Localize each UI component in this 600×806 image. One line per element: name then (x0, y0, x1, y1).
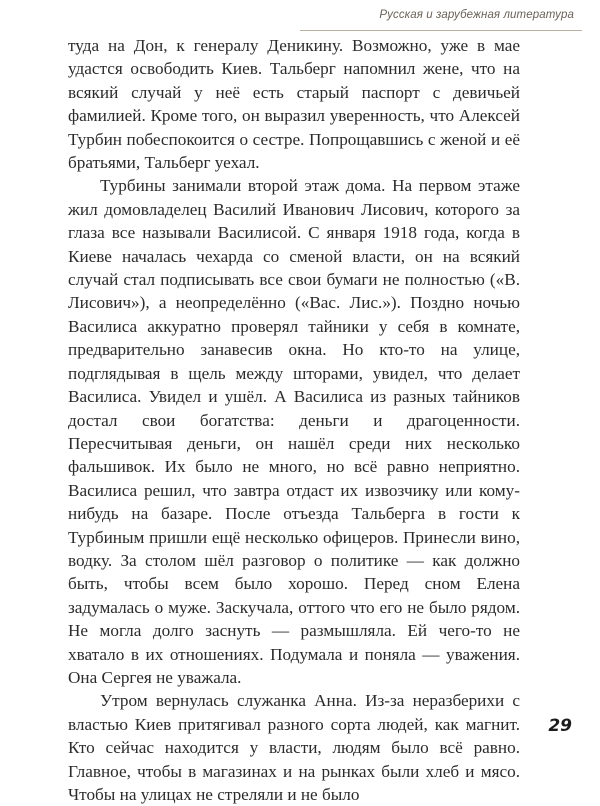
body-text (68, 34, 520, 806)
paragraph: Утром вернулась служанка Анна. Из-за неразберихи с властью Киев притягивал разного сорта людей, как магнит. Кто сейчас находится у власти, людям было всё равно. Главное, чтобы в магазинах и на рынках были хлеб и мясо. Чтобы на улицах не стреляли и не было (68, 691, 520, 804)
paragraph: Турбины занимали второй этаж дома. На первом этаже жил домовладелец Василий Иванович Лисович, которого за глаза все называли Василисой. С января 1918 года, когда в Киеве началась чехарда со сменой власти, он на всякий случай стал подписывать все свои бумаги не полностью («В. Лисович»), а неопределённо («Вас. Лис.»). Поздно ночью Василиса аккуратно проверял тайники у себя в комнате, предварительно занавесив окна. Но кто-то на улице, подглядывая в щель между шторами, увидел, что делает Василиса. Увидел и ушёл. А Василиса из разных тайников достал свои богатства: деньги и драгоценности. Пересчитывая деньги, он нашёл среди них несколько фальшивок. Их было не много, но всё равно неприятно. Василиса решил, что завтра отдаст их извозчику или кому-нибудь на базаре. После отъезда Тальберга в гости к Турбиным пришли ещё несколько офицеров. Принесли вино, водку. За столом шёл разговор о политике — как должно быть, чтобы всем было хорошо. Перед сном Елена задумалась о муже. Заскучала, оттого что его не было рядом. Не могла долго заснуть — размышляла. Ей чего-то не хватало в их отношениях. Подумала и поняла — уважения. Она Сергея не уважала. (68, 176, 520, 687)
running-header (300, 6, 582, 31)
running-header-title: Русская и зарубежная литература (379, 9, 574, 21)
page-number: 29 (548, 716, 572, 736)
paragraph: туда на Дон, к генералу Деникину. Возможно, уже в мае удастся освободить Киев. Тальберг напомнил жене, что на всякий случай у неё есть старый паспорт с девичьей фамилией. Кроме того, он выразил уверенность, что Алексей Турбин побеспокоится о сестре. Попрощавшись с женой и её братьями, Тальберг уехал. (68, 36, 520, 173)
